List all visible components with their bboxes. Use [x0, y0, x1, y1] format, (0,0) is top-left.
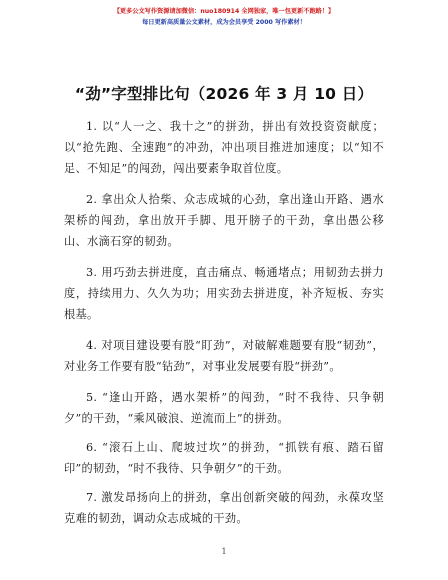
- promo-banner-line-2: 每日更新高质量公文素材，成为会员享受 2000 写作素材！: [142, 19, 306, 26]
- paragraph-5: 5. “逢山开路，遇水架桥”的闯劲，“时不我待、只争朝夕”的干劲，“乘风破浪、逆流而上”的拼劲。: [64, 391, 384, 425]
- promo-banner: [0, 6, 448, 28]
- paragraph-4: 4. 对项目建设要有股“盯劲”，对破解难题要有股“韧劲”，对业务工作要有股“钻劲”，对事业发展要有股“拼劲”。: [64, 339, 384, 373]
- paragraph-7: 7. 激发昂扬向上的拼劲，拿出创新突破的闯劲，永葆攻坚克难的韧劲，调动众志成城的干劲。: [64, 491, 384, 525]
- document-body: [64, 116, 384, 529]
- paragraph-1: 1. 以“人一之、我十之”的拼劲，拼出有效投资资献度；以“抢先跑、全速跑”的冲劲，冲出项目推进加速度；以“知不足、不知足”的闯劲，闯出要素争取首位度。: [64, 120, 384, 175]
- promo-banner-line-1: 【更多公文写作资源请加微信：nuo180914 全网独家，唯一包更新不跑路！】: [113, 8, 335, 15]
- page-number: 1: [221, 547, 227, 556]
- paragraph-6: 6. “滚石上山、爬坡过坎”的拼劲，“抓铁有痕、踏石留印”的韧劲，“时不我待、只争朝夕”的干劲。: [64, 441, 384, 475]
- document-title: “劲”字型排比句（2026 年 3 月 10 日）: [74, 85, 374, 103]
- paragraph-2: 2. 拿出众人拾柴、众志成城的心劲，拿出逢山开路、遇水架桥的闯劲，拿出放开手脚、甩开膀子的干劲，拿出愚公移山、水滴石穿的韧劲。: [64, 193, 384, 248]
- paragraph-3: 3. 用巧劲去拼进度，直击痛点、畅通堵点；用韧劲去拼力度，持续用力、久久为功；用实劲去拼进度，补齐短板、夯实根基。: [64, 266, 384, 321]
